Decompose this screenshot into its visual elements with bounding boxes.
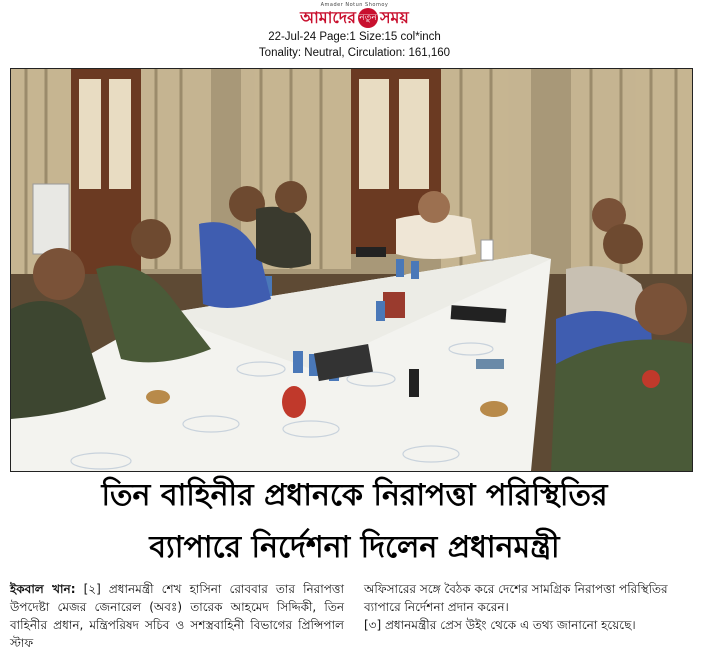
headline-line-2: ব্যাপারে নির্দেশনা দিলেন প্রধানমন্ত্রী	[149, 530, 560, 565]
newspaper-logo	[300, 8, 409, 28]
news-photo	[10, 68, 693, 472]
article-text-left: [২] প্রধানমন্ত্রী শেখ হাসিনা রোববার তার নিরাপত্তা উপদেষ্টা মেজর জেনারেল (অবঃ) তারেক আহমেদ সিদ্দিকী, তিন বাহিনীর প্রধান, মন্ত্রিপরিষদ সচিব ও সশস্ত্রবাহিনী বিভাগের প্রিন্সিপাল স্টাফ	[10, 582, 344, 650]
clip-meta-line-2: Tonality: Neutral, Circulation: 161,160	[258, 47, 451, 59]
article-column-right	[364, 580, 700, 634]
meeting-photo-illustration	[11, 69, 692, 471]
article-column-left	[10, 580, 344, 652]
headline-line-1: তিন বাহিনীর প্রধানকে নিরাপত্তা পরিস্থিতির	[101, 478, 608, 513]
logo-text-left: আমাদের	[300, 8, 356, 27]
article-byline: ইকবাল খান:	[10, 582, 76, 596]
logo-emblem-icon: নতুন	[358, 8, 378, 28]
article-paragraph-3: [৩] প্রধানমন্ত্রীর প্রেস উইং থেকে এ তথ্য জানানো হয়েছে।	[364, 618, 636, 632]
clip-meta-line-1: 22-Jul-24 Page:1 Size:15 col*inch	[268, 31, 441, 43]
logo-text-right: সময়	[379, 8, 409, 27]
article-paragraph-continued: অফিসারের সঙ্গে বৈঠক করে দেশের সামগ্রিক নিরাপত্তা পরিস্থিতির ব্যাপারে নির্দেশনা প্রদান করেন।	[364, 582, 668, 614]
newspaper-masthead	[0, 2, 709, 28]
masthead-tagline: Amader Notun Shomoy	[320, 2, 389, 8]
